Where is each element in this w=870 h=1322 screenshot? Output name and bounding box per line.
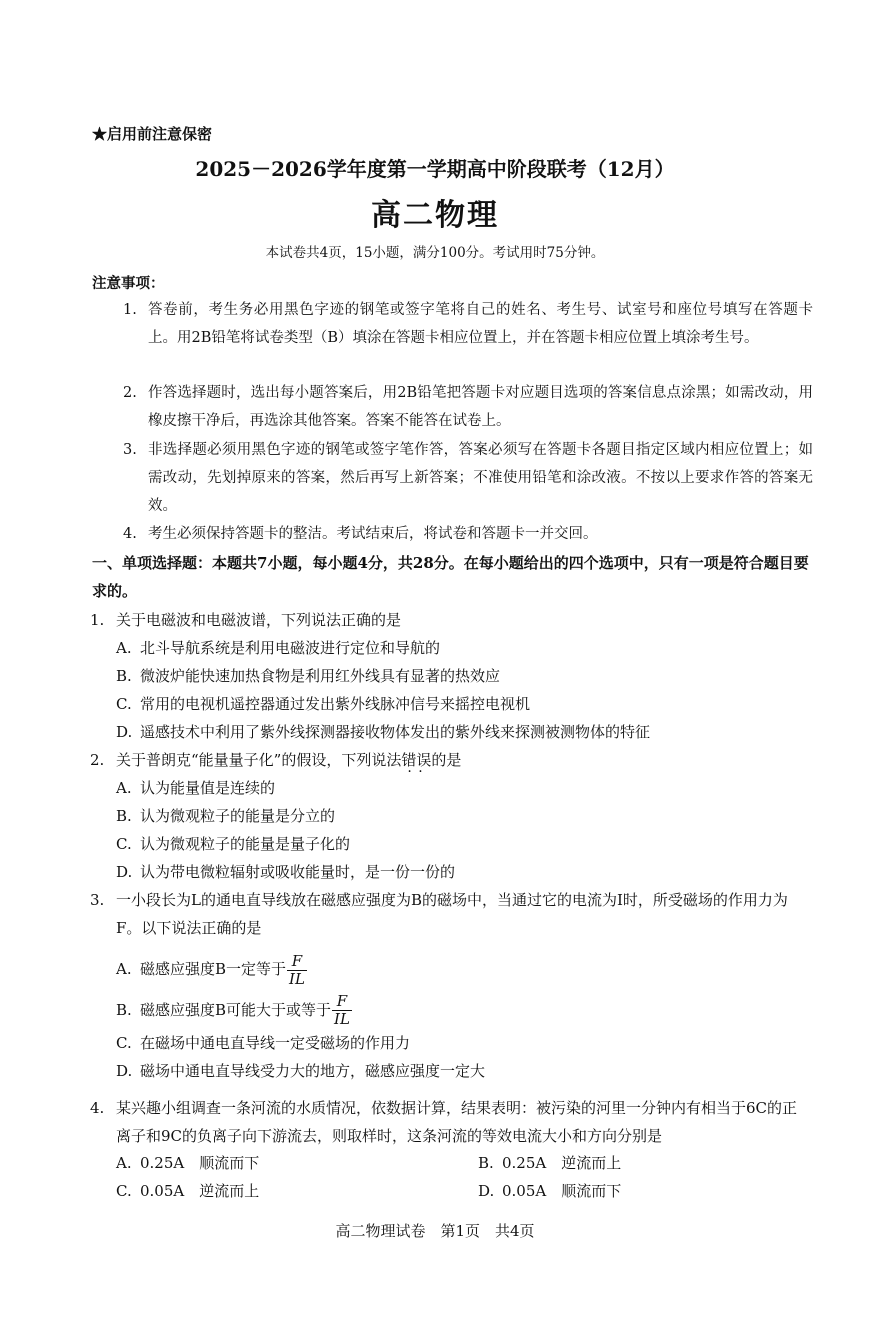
question-number: 3.	[90, 891, 105, 909]
option-letter: B.	[116, 667, 132, 685]
question-stem	[90, 746, 810, 774]
option-b	[90, 802, 810, 830]
option-letter: C.	[116, 695, 132, 713]
stem-text: 关于普朗克“能量量子化”的假设，下列说法	[116, 751, 402, 769]
option-c	[90, 1029, 810, 1057]
option-text: 0.25A 顺流而下	[140, 1154, 260, 1172]
option-letter: D.	[116, 863, 133, 881]
notice-text: 考生必须保持答题卡的整洁。考试结束后，将试卷和答题卡一并交回。	[148, 526, 598, 542]
option-text: 磁感应强度B可能大于或等于	[140, 1000, 332, 1019]
notice-heading: 注意事项：	[92, 275, 165, 292]
fraction-numerator: F	[332, 994, 352, 1011]
notice-item	[123, 296, 813, 352]
notice-number: 4.	[123, 526, 137, 542]
fraction-f-over-il	[332, 994, 352, 1027]
option-text: 微波炉能快速加热食物是利用红外线具有显著的热效应	[140, 667, 501, 685]
notice-text: 作答选择题时，选出每小题答案后，用2B铅笔把答题卡对应题目选项的答案信息点涂黑；如需改动，用橡皮擦干净后，再选涂其他答案。答案不能答在试卷上。	[148, 385, 813, 429]
question-3	[90, 886, 810, 1085]
question-2	[90, 746, 810, 886]
question-1	[90, 606, 810, 746]
option-a	[90, 952, 810, 987]
option-d	[90, 1057, 810, 1085]
question-number: 1.	[90, 611, 105, 629]
option-letter: D.	[116, 1062, 133, 1080]
option-b	[90, 662, 810, 690]
question-number: 4.	[90, 1099, 105, 1117]
section-title: 一、单项选择题：本题共7小题，每小题4分，共28分。在每小题给出的四个选项中，只有一项是符合题目要求的。	[92, 554, 809, 600]
question-number: 2.	[90, 751, 105, 769]
stem-text: 关于电磁波和电磁波谱，下列说法正确的是	[116, 611, 402, 629]
option-letter: A.	[116, 779, 132, 797]
option-text: 0.25A 逆流而上	[502, 1154, 622, 1172]
option-text: 磁感应强度B一定等于	[140, 960, 287, 978]
subject-title: 高二物理	[371, 198, 499, 233]
notice-text: 非选择题必须用黑色字迹的钢笔或签字笔作答，答案必须写在答题卡各题目指定区域内相应位置上；如需改动，先划掉原来的答案，然后再写上新答案；不准使用铅笔和涂改液。不按以上要求作答的答案无效。	[148, 442, 813, 514]
fraction-f-over-il	[287, 951, 307, 988]
option-d	[90, 718, 810, 746]
question-4	[90, 1094, 810, 1150]
option-letter: C.	[116, 835, 132, 853]
option-text: 认为能量值是连续的	[140, 779, 276, 797]
option-letter: A.	[116, 1154, 132, 1172]
emphasized-word: 错误 · ·	[401, 746, 431, 774]
option-text: 在磁场中通电直导线一定受磁场的作用力	[140, 1034, 411, 1052]
exam-title: 2025－2026学年度第一学期高中阶段联考（12月）	[195, 157, 675, 181]
option-text: 北斗导航系统是利用电磁波进行定位和导航的	[140, 639, 441, 657]
option-text: 常用的电视机遥控器通过发出紫外线脉冲信号来摇控电视机	[140, 695, 531, 713]
fraction-denominator: IL	[289, 969, 305, 988]
section-heading	[92, 549, 810, 605]
notice-item	[123, 436, 813, 520]
page-footer: 高二物理试卷 第1页 共4页	[335, 1222, 535, 1240]
option-c	[90, 830, 810, 858]
notice-item	[123, 379, 813, 435]
option-text: 认为微观粒子的能量是分立的	[140, 807, 336, 825]
option-text: 磁场中通电直导线受力大的地方，磁感应强度一定大	[140, 1062, 486, 1080]
notice-number: 2.	[123, 385, 137, 401]
notice-number: 1.	[123, 302, 137, 318]
option-letter: D.	[116, 723, 133, 741]
exam-info: 本试卷共4页，15小题，满分100分。考试用时75分钟。	[265, 245, 605, 261]
option-c	[116, 1180, 259, 1201]
confidential-mark: ★启用前注意保密	[92, 125, 213, 143]
option-text: 认为微观粒子的能量是量子化的	[140, 835, 351, 853]
option-letter: D.	[478, 1182, 495, 1200]
option-letter: B.	[478, 1154, 494, 1172]
option-b	[90, 993, 810, 1028]
notice-number: 3.	[123, 442, 137, 458]
question-stem	[90, 606, 810, 634]
option-letter: A.	[116, 639, 132, 657]
question-stem	[90, 1094, 810, 1150]
option-b	[478, 1152, 621, 1173]
option-text: 认为带电微粒辐射或吸收能量时，是一份一份的	[140, 863, 456, 881]
notice-item	[123, 520, 813, 548]
option-letter: C.	[116, 1182, 132, 1200]
stem-text: 某兴趣小组调查一条河流的水质情况，依数据计算，结果表明：被污染的河里一分钟内有相当于6C的正离子和9C的负离子向下游流去，则取样时，这条河流的等效电流大小和方向分别是	[116, 1099, 798, 1145]
option-c	[90, 690, 810, 718]
stem-text: 一小段长为L的通电直导线放在磁感应强度为B的磁场中，当通过它的电流为I时，所受磁场的作用力为F。以下说法正确的是	[116, 891, 788, 937]
option-letter: B.	[116, 1000, 132, 1019]
option-letter: C.	[116, 1034, 132, 1052]
option-text: 遥感技术中利用了紫外线探测器接收物体发出的紫外线来探测被测物体的特征	[140, 723, 651, 741]
option-a	[90, 774, 810, 802]
fraction-numerator: F	[287, 954, 307, 971]
option-letter: B.	[116, 807, 132, 825]
notice-text: 答卷前，考生务必用黑色字迹的钢笔或签字笔将自己的姓名、考生号、试室号和座位号填写在答题卡上。用2B铅笔将试卷类型（B）填涂在答题卡相应位置上，并在答题卡相应位置上填涂考生号。	[148, 302, 813, 346]
question-stem	[90, 886, 810, 942]
fraction-denominator: IL	[334, 1010, 350, 1028]
option-d	[478, 1180, 621, 1201]
option-letter: A.	[116, 960, 132, 978]
option-text: 0.05A 顺流而下	[502, 1182, 622, 1200]
option-a	[116, 1152, 259, 1173]
stem-text: 的是	[431, 751, 462, 769]
option-a	[90, 634, 810, 662]
option-text: 0.05A 逆流而上	[140, 1182, 260, 1200]
option-d	[90, 858, 810, 886]
